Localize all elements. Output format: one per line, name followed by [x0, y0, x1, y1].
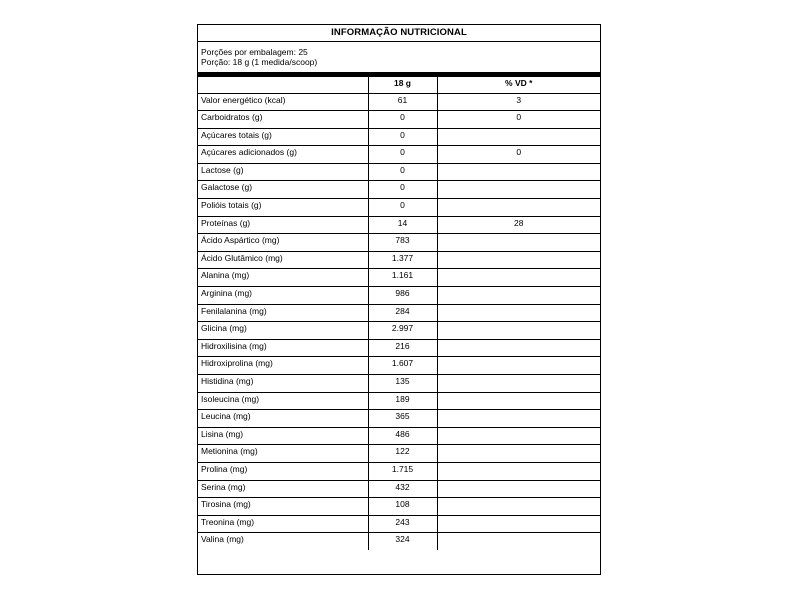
nutrient-amount: 0 — [368, 199, 437, 217]
nutrient-name: Valor energético (kcal) — [198, 93, 368, 111]
nutrient-name: Treonina (mg) — [198, 515, 368, 533]
nutrient-amount: 135 — [368, 375, 437, 393]
nutrient-name: Lactose (g) — [198, 163, 368, 181]
table-row — [198, 128, 600, 146]
nutrition-facts-label — [197, 24, 601, 575]
serving-info — [198, 42, 600, 72]
nutrient-vd — [437, 199, 600, 217]
nutrient-amount: 0 — [368, 128, 437, 146]
table-row — [198, 410, 600, 428]
table-row — [198, 287, 600, 305]
nutrient-vd — [437, 269, 600, 287]
nutrient-vd — [437, 533, 600, 551]
table-row — [198, 375, 600, 393]
nutrient-name: Proteínas (g) — [198, 216, 368, 234]
servings-per-package: Porções por embalagem: 25 — [201, 47, 308, 57]
nutrient-name: Ácido Aspártico (mg) — [198, 234, 368, 252]
nutrition-table — [198, 77, 600, 550]
nutrient-vd — [437, 357, 600, 375]
nutrient-vd — [437, 427, 600, 445]
nutrient-amount: 2.997 — [368, 322, 437, 340]
table-row — [198, 322, 600, 340]
nutrient-vd: 0 — [437, 146, 600, 164]
table-row — [198, 181, 600, 199]
nutrient-vd: 28 — [437, 216, 600, 234]
header-vd-cell: % VD * — [437, 77, 600, 93]
nutrient-amount: 1.377 — [368, 251, 437, 269]
nutrient-name: Prolina (mg) — [198, 462, 368, 480]
nutrient-amount: 1.161 — [368, 269, 437, 287]
nutrient-amount: 216 — [368, 339, 437, 357]
nutrient-amount: 61 — [368, 93, 437, 111]
nutrient-vd — [437, 515, 600, 533]
nutrient-name: Lisina (mg) — [198, 427, 368, 445]
nutrient-vd — [437, 251, 600, 269]
nutrient-amount: 189 — [368, 392, 437, 410]
nutrient-amount: 122 — [368, 445, 437, 463]
nutrient-vd — [437, 287, 600, 305]
nutrient-amount: 0 — [368, 163, 437, 181]
nutrient-name: Tirosina (mg) — [198, 498, 368, 516]
nutrient-name: Galactose (g) — [198, 181, 368, 199]
header-amount-cell: 18 g — [368, 77, 437, 93]
table-row — [198, 462, 600, 480]
nutrient-name: Hidroxilisina (mg) — [198, 339, 368, 357]
nutrient-vd — [437, 445, 600, 463]
table-row — [198, 357, 600, 375]
nutrient-amount: 0 — [368, 111, 437, 129]
nutrient-name: Histidina (mg) — [198, 375, 368, 393]
nutrient-vd: 0 — [437, 111, 600, 129]
nutrient-name: Carboidratos (g) — [198, 111, 368, 129]
nutrient-amount: 284 — [368, 304, 437, 322]
nutrient-amount: 108 — [368, 498, 437, 516]
nutrient-vd — [437, 462, 600, 480]
nutrient-amount: 1.607 — [368, 357, 437, 375]
table-row — [198, 304, 600, 322]
nutrient-amount: 324 — [368, 533, 437, 551]
table-row — [198, 216, 600, 234]
table-row — [198, 251, 600, 269]
nutrient-vd — [437, 339, 600, 357]
nutrient-name: Arginina (mg) — [198, 287, 368, 305]
table-row — [198, 111, 600, 129]
nutrient-vd — [437, 480, 600, 498]
nutrient-name: Ácido Glutâmico (mg) — [198, 251, 368, 269]
nutrient-amount: 1.715 — [368, 462, 437, 480]
table-row — [198, 93, 600, 111]
nutrient-amount: 0 — [368, 181, 437, 199]
table-row — [198, 498, 600, 516]
table-row — [198, 199, 600, 217]
nutrient-name: Valina (mg) — [198, 533, 368, 551]
nutrient-vd — [437, 498, 600, 516]
nutrient-vd — [437, 392, 600, 410]
table-header-row — [198, 77, 600, 93]
nutrient-amount: 486 — [368, 427, 437, 445]
label-title: INFORMAÇÃO NUTRICIONAL — [198, 25, 600, 42]
nutrient-vd — [437, 181, 600, 199]
nutrient-name: Glicina (mg) — [198, 322, 368, 340]
table-row — [198, 163, 600, 181]
nutrient-amount: 0 — [368, 146, 437, 164]
nutrient-name: Serina (mg) — [198, 480, 368, 498]
table-row — [198, 445, 600, 463]
table-row — [198, 269, 600, 287]
table-row — [198, 392, 600, 410]
nutrient-vd: 3 — [437, 93, 600, 111]
table-row — [198, 146, 600, 164]
nutrient-vd — [437, 234, 600, 252]
nutrient-name: Polióis totais (g) — [198, 199, 368, 217]
serving-size: Porção: 18 g (1 medida/scoop) — [201, 57, 318, 67]
nutrient-amount: 783 — [368, 234, 437, 252]
nutrient-vd — [437, 375, 600, 393]
nutrient-vd — [437, 163, 600, 181]
nutrient-amount: 365 — [368, 410, 437, 428]
table-row — [198, 515, 600, 533]
table-row — [198, 480, 600, 498]
nutrient-amount: 432 — [368, 480, 437, 498]
nutrient-name: Açúcares adicionados (g) — [198, 146, 368, 164]
table-row — [198, 533, 600, 551]
nutrient-name: Hidroxiprolina (mg) — [198, 357, 368, 375]
nutrient-vd — [437, 322, 600, 340]
nutrient-amount: 14 — [368, 216, 437, 234]
nutrient-vd — [437, 410, 600, 428]
table-row — [198, 234, 600, 252]
nutrient-name: Isoleucina (mg) — [198, 392, 368, 410]
table-row — [198, 339, 600, 357]
header-name-cell — [198, 77, 368, 93]
nutrient-name: Leucina (mg) — [198, 410, 368, 428]
nutrient-amount: 986 — [368, 287, 437, 305]
nutrient-vd — [437, 304, 600, 322]
table-row — [198, 427, 600, 445]
nutrient-name: Açúcares totais (g) — [198, 128, 368, 146]
nutrient-vd — [437, 128, 600, 146]
nutrient-name: Metionina (mg) — [198, 445, 368, 463]
nutrient-amount: 243 — [368, 515, 437, 533]
nutrient-name: Fenilalanina (mg) — [198, 304, 368, 322]
nutrient-name: Alanina (mg) — [198, 269, 368, 287]
